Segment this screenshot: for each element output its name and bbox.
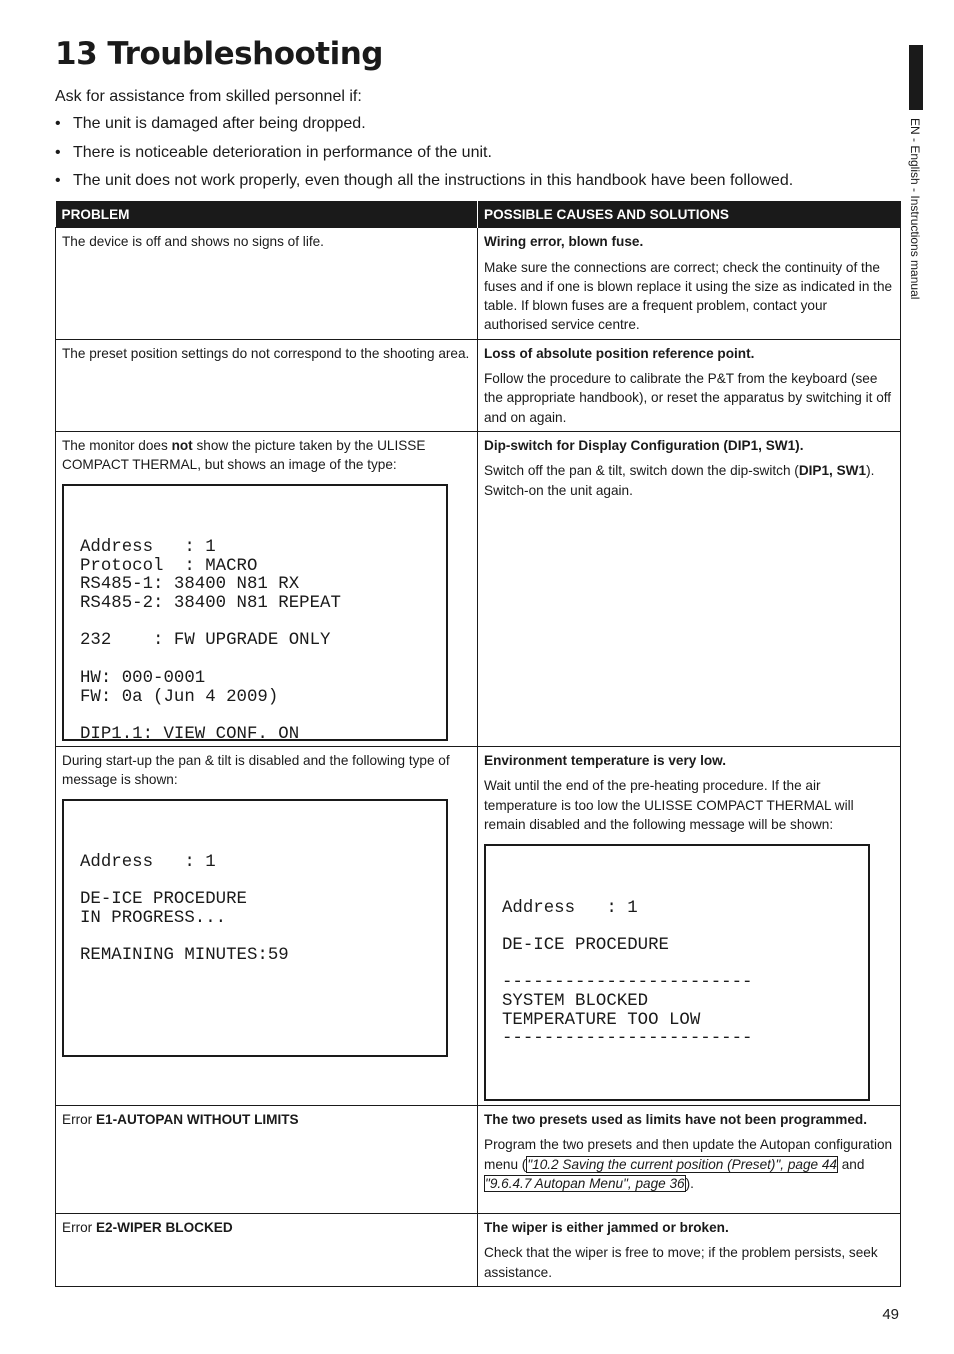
solution-text: Wait until the end of the pre-heating procedure. If the air temperature is too low the ULISSE COMPACT THERMAL will remain disabled and the following message will be shown: bbox=[484, 778, 854, 832]
problem-text: The preset position settings do not correspond to the shooting area. bbox=[62, 345, 470, 361]
display-screen-deice: Address : 1 DE-ICE PROCEDURE IN PROGRESS... REMAINING MINUTES:59 bbox=[62, 799, 448, 1057]
cause-text: The wiper is either jammed or broken. bbox=[484, 1220, 729, 1236]
header-problem: PROBLEM bbox=[56, 201, 478, 228]
solution-text: Make sure the connections are correct; check the continuity of the fuses and if one is blown replace it using the size as indicated in the table. If blown fuses are a frequent problem, contact your authorised service centre. bbox=[484, 259, 893, 333]
list-item: • There is noticeable deterioration in performance of the unit. bbox=[55, 144, 793, 173]
link-preset-section[interactable]: "10.2 Saving the current position (Preset)", page 44 bbox=[527, 1156, 837, 1172]
solution-text: Check that the wiper is free to move; if the problem persists, seek assistance. bbox=[484, 1245, 878, 1280]
solution-cell bbox=[478, 1106, 901, 1214]
solution-cell bbox=[478, 228, 901, 339]
problem-cell bbox=[56, 1214, 478, 1287]
problem-text: During start-up the pan & tilt is disabled and the following type of message is shown: bbox=[62, 752, 450, 788]
solution-text: Follow the procedure to calibrate the P&T from the keyboard (see the appropriate handbook), or reset the apparatus by switching it off and on again. bbox=[484, 371, 892, 425]
table-header-row bbox=[56, 201, 901, 228]
troubleshooting-table bbox=[55, 201, 901, 1287]
condition-list bbox=[55, 115, 793, 201]
table-row bbox=[56, 746, 901, 1105]
solution-cell bbox=[478, 431, 901, 746]
problem-text: The device is off and shows no signs of life. bbox=[62, 234, 324, 250]
table-row bbox=[56, 228, 901, 339]
section-tab-marker bbox=[909, 45, 923, 110]
list-item: • The unit is damaged after being dropped. bbox=[55, 115, 793, 144]
cause-text: Dip-switch for Display Configuration (DIP1, SW1). bbox=[484, 437, 804, 453]
list-item: • The unit does not work properly, even though all the instructions in this handbook have been followed. bbox=[55, 172, 793, 201]
display-screen-config: Address : 1 Protocol : MACRO RS485-1: 38400 N81 RX RS485-2: 38400 N81 REPEAT 232 : FW UPGRADE ONLY HW: 000-0001 FW: 0a (Jun 4 2009) DIP1.1: VIEW CONF. ON bbox=[62, 484, 448, 741]
page-number: 49 bbox=[882, 1306, 899, 1323]
problem-cell bbox=[56, 746, 478, 1105]
solution-text: Switch off the pan & tilt, switch down the dip-switch (DIP1, SW1). Switch-on the unit again. bbox=[484, 463, 875, 498]
table-row bbox=[56, 1214, 901, 1287]
solution-text: Program the two presets and then update the Autopan configuration menu ("10.2 Saving the current position (Preset)", page 44 and "9.6.4.7 Autopan Menu", page 36). bbox=[484, 1137, 893, 1192]
display-screen-blocked: Address : 1 DE-ICE PROCEDURE ------------------------ SYSTEM BLOCKED TEMPERATURE TOO LOW ------------------------ bbox=[484, 844, 870, 1101]
problem-cell bbox=[56, 431, 478, 746]
problem-cell bbox=[56, 1106, 478, 1214]
solution-cell bbox=[478, 1214, 901, 1287]
cause-text: Wiring error, blown fuse. bbox=[484, 234, 644, 250]
table-row bbox=[56, 339, 901, 431]
problem-text: The monitor does not show the picture taken by the ULISSE COMPACT THERMAL, but shows an image of the type: bbox=[62, 437, 426, 473]
intro-text: Ask for assistance from skilled personnel if: bbox=[55, 88, 362, 105]
table-row bbox=[56, 431, 901, 746]
cause-text: The two presets used as limits have not been programmed. bbox=[484, 1112, 867, 1128]
solution-cell bbox=[478, 746, 901, 1105]
cause-text: Loss of absolute position reference point. bbox=[484, 345, 755, 361]
table-row bbox=[56, 1106, 901, 1214]
page-title: 13 Troubleshooting bbox=[55, 36, 383, 72]
link-autopan-menu[interactable]: "9.6.4.7 Autopan Menu", page 36 bbox=[485, 1176, 685, 1192]
solution-cell bbox=[478, 339, 901, 431]
problem-text: Error E2-WIPER BLOCKED bbox=[62, 1220, 233, 1236]
problem-cell bbox=[56, 339, 478, 431]
problem-text: Error E1-AUTOPAN WITHOUT LIMITS bbox=[62, 1112, 299, 1128]
problem-cell bbox=[56, 228, 478, 339]
side-label: EN - English - Instructions manual bbox=[908, 118, 922, 300]
cause-text: Environment temperature is very low. bbox=[484, 752, 726, 768]
header-solution: POSSIBLE CAUSES AND SOLUTIONS bbox=[478, 201, 901, 228]
